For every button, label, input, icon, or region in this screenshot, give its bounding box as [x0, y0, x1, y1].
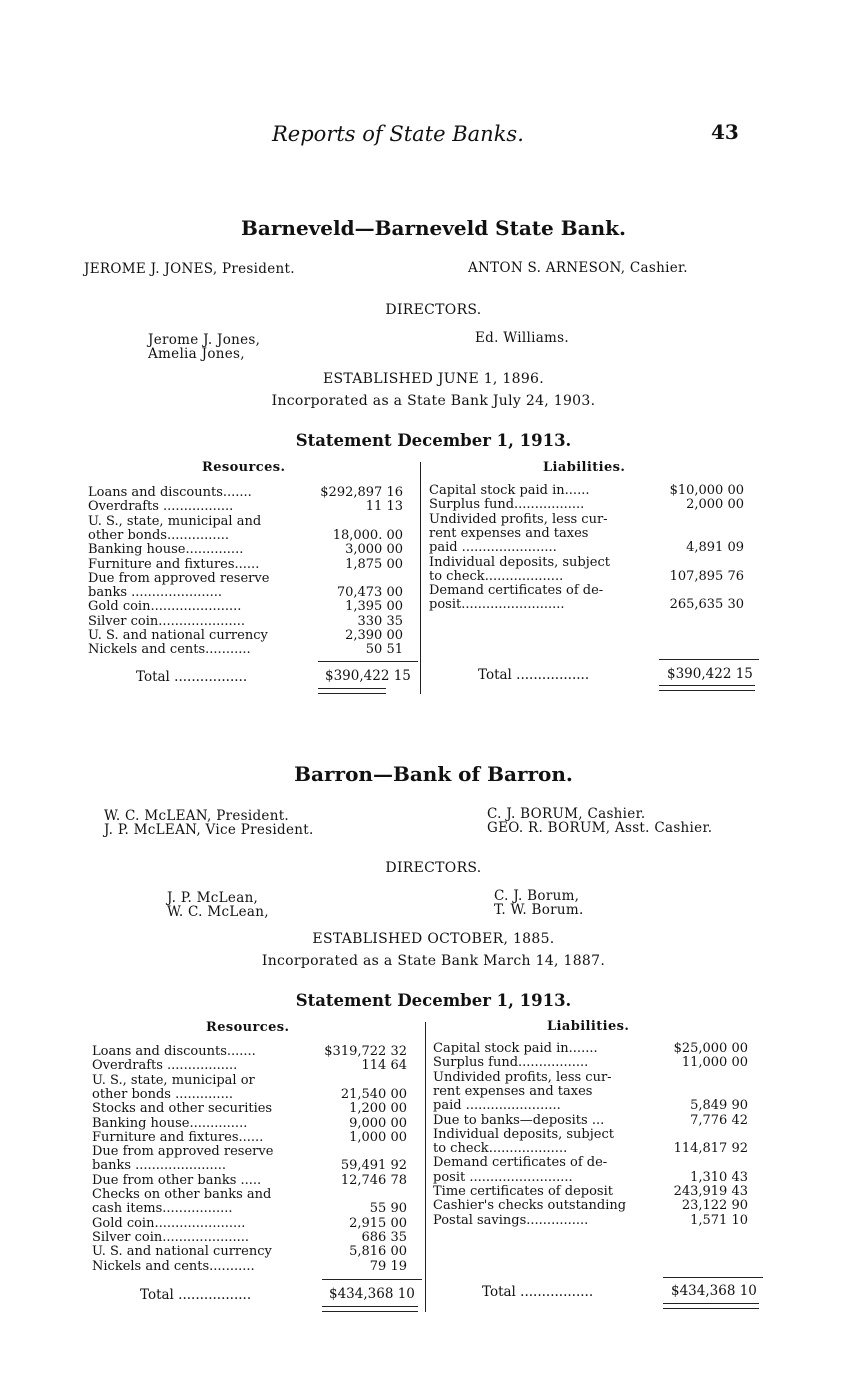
- total-liabilities: $434,368 10: [671, 1283, 757, 1299]
- ledger-item-amount: 55 90: [369, 1201, 407, 1217]
- ledger-item-label: to check...................: [429, 568, 564, 584]
- ledger-row: [433, 1128, 763, 1142]
- ledger-item-label: Silver coin.....................: [92, 1229, 250, 1245]
- ledger-item-label: cash items.................: [92, 1201, 233, 1217]
- ledger-row: [429, 598, 759, 612]
- ledger-row: [88, 529, 418, 543]
- ledger-item-label: to check...................: [433, 1141, 568, 1157]
- ledger-row: [429, 556, 759, 570]
- ledger-item-amount: 114,817 92: [673, 1141, 748, 1157]
- ledger-row: [92, 1145, 422, 1159]
- total-rule: [659, 659, 759, 660]
- ledger-row: [88, 515, 418, 529]
- ledger-row: [92, 1217, 422, 1231]
- ledger-item-label: paid .......................: [429, 540, 557, 556]
- ledger-item-label: Capital stock paid in......: [429, 483, 590, 498]
- ledger-row: [433, 1071, 763, 1085]
- directors-heading: DIRECTORS.: [385, 860, 482, 876]
- running-header: Reports of State Banks.: [272, 122, 524, 146]
- statement-title: Statement December 1, 1913.: [295, 431, 572, 450]
- ledger-row: [88, 543, 418, 557]
- ledger-item-amount: 4,891 09: [686, 540, 744, 556]
- ledger-item-amount: 1,310 43: [690, 1169, 748, 1185]
- ledger-row: [88, 558, 418, 572]
- ledger-item-label: Demand certificates of de-: [429, 583, 604, 599]
- ledger-item-label: paid .......................: [433, 1098, 561, 1114]
- officer-vice-president: J. P. McLEAN, Vice President.: [104, 822, 314, 838]
- ledger-item-label: Checks on other banks and: [92, 1187, 272, 1202]
- ledger-item-label: Banking house..............: [88, 542, 244, 558]
- liabilities-heading: Liabilities.: [543, 460, 626, 475]
- ledger-row: [429, 584, 759, 598]
- ledger-row: [88, 572, 418, 586]
- directors-heading: DIRECTORS.: [385, 302, 482, 318]
- ledger-row: [433, 1171, 763, 1185]
- ledger-row: [433, 1214, 763, 1228]
- ledger-row: [429, 527, 759, 541]
- ledger-item-label: Postal savings...............: [433, 1212, 589, 1228]
- director-name: W. C. McLean,: [167, 904, 269, 920]
- ledger-item-label: Due from other banks .....: [92, 1172, 262, 1188]
- ledger-item-label: Individual deposits, subject: [429, 554, 610, 570]
- officer-cashier: C. J. BORUM, Cashier.: [487, 806, 646, 822]
- ledger-row: [433, 1142, 763, 1156]
- page-number: 43: [711, 120, 739, 144]
- ledger-item-amount: $292,897 16: [320, 485, 403, 500]
- ledger-item-label: Gold coin......................: [88, 599, 242, 615]
- total-label: Total .................: [482, 1284, 594, 1300]
- officer-president: W. C. McLEAN, President.: [104, 808, 290, 824]
- ledger-item-amount: 107,895 76: [669, 568, 744, 584]
- ledger-row: [92, 1074, 422, 1088]
- ledger-item-label: Demand certificates of de-: [433, 1155, 608, 1171]
- ledger-item-label: posit.........................: [429, 597, 565, 613]
- ledger-row: [88, 643, 418, 657]
- total-label: Total .................: [136, 669, 248, 685]
- ledger-item-amount: 23,122 90: [681, 1198, 748, 1214]
- ledger-item-amount: 686 35: [361, 1229, 407, 1245]
- ledger-item-label: Surplus fund.................: [429, 497, 585, 513]
- ledger-item-label: Undivided profits, less cur-: [429, 511, 608, 527]
- ledger-row: [88, 486, 418, 500]
- ledger-item-label: Time certificates of deposit: [433, 1184, 613, 1199]
- ledger-item-label: Overdrafts .................: [92, 1058, 238, 1074]
- ledger-row: [92, 1159, 422, 1173]
- ledger-item-label: Individual deposits, subject: [433, 1126, 614, 1142]
- ledger-item-amount: 59,491 92: [340, 1158, 407, 1174]
- ledger-item-label: rent expenses and taxes: [429, 525, 589, 541]
- officer-cashier: ANTON S. ARNESON, Cashier.: [468, 260, 688, 276]
- ledger-item-amount: 243,919 43: [673, 1184, 748, 1199]
- ledger-item-label: Silver coin.....................: [88, 613, 246, 629]
- ledger-item-label: Furniture and fixtures......: [88, 556, 260, 572]
- ledger-item-label: Surplus fund.................: [433, 1055, 589, 1071]
- statement-title: Statement December 1, 1913.: [295, 991, 572, 1010]
- ledger-item-label: U. S. and national currency: [92, 1244, 272, 1260]
- total-rule: [663, 1277, 763, 1278]
- ledger-item-amount: 1,395 00: [345, 599, 403, 615]
- ledger-item-amount: 12,746 78: [340, 1172, 407, 1188]
- ledger-item-amount: 70,473 00: [336, 585, 403, 601]
- double-rule: [659, 685, 755, 691]
- total-liabilities: $390,422 15: [667, 666, 753, 682]
- ledger-row: [92, 1059, 422, 1073]
- total-resources: $390,422 15: [325, 668, 411, 684]
- established-date: ESTABLISHED OCTOBER, 1885.: [312, 931, 555, 947]
- ledger-item-amount: 3,000 00: [345, 542, 403, 558]
- ledger-item-amount: 21,540 00: [340, 1086, 407, 1102]
- ledger-item-label: other bonds ..............: [92, 1086, 233, 1102]
- ledger-item-label: Furniture and fixtures......: [92, 1129, 264, 1145]
- ledger-item-label: Banking house..............: [92, 1115, 248, 1131]
- column-divider: [425, 1022, 426, 1312]
- ledger-item-amount: 7,776 42: [690, 1112, 748, 1128]
- ledger-row: [433, 1185, 763, 1199]
- total-rule: [318, 661, 418, 662]
- ledger-item-label: posit .........................: [433, 1169, 573, 1185]
- ledger-item-amount: 330 35: [357, 613, 403, 629]
- ledger-row: [88, 586, 418, 600]
- total-resources: $434,368 10: [329, 1286, 415, 1302]
- officer-asst-cashier: GEO. R. BORUM, Asst. Cashier.: [487, 820, 713, 836]
- incorporated-date: Incorporated as a State Bank July 24, 1903.: [271, 393, 596, 409]
- column-divider: [420, 462, 421, 694]
- ledger-row: [429, 513, 759, 527]
- double-rule: [322, 1306, 418, 1312]
- ledger-item-amount: $319,722 32: [324, 1044, 407, 1059]
- ledger-item-label: Nickels and cents...........: [92, 1258, 255, 1274]
- liabilities-heading: Liabilities.: [547, 1019, 630, 1034]
- ledger-item-label: Due from approved reserve: [92, 1144, 274, 1160]
- ledger-row: [429, 498, 759, 512]
- ledger-row: [92, 1231, 422, 1245]
- ledger-row: [433, 1099, 763, 1113]
- ledger-item-label: Undivided profits, less cur-: [433, 1069, 612, 1085]
- ledger-item-amount: $25,000 00: [673, 1041, 748, 1056]
- director-name: Jerome J. Jones,: [148, 332, 261, 348]
- ledger-row: [88, 629, 418, 643]
- total-label: Total .................: [478, 667, 590, 683]
- double-rule: [318, 688, 386, 694]
- ledger-row: [92, 1260, 422, 1274]
- ledger-row: [92, 1131, 422, 1145]
- ledger-item-label: other bonds...............: [88, 527, 229, 543]
- ledger-row: [433, 1056, 763, 1070]
- ledger-item-amount: 1,000 00: [349, 1129, 407, 1145]
- ledger-item-label: U. S. and national currency: [88, 628, 268, 643]
- ledger-row: [429, 484, 759, 498]
- ledger-item-amount: 11 13: [365, 499, 403, 515]
- ledger-item-label: Gold coin......................: [92, 1215, 246, 1231]
- ledger-row: [92, 1088, 422, 1102]
- total-label: Total .................: [140, 1287, 252, 1303]
- ledger-item-label: U. S., state, municipal and: [88, 513, 262, 529]
- ledger-row: [88, 615, 418, 629]
- double-rule: [663, 1303, 759, 1309]
- ledger-row: [433, 1042, 763, 1056]
- ledger-item-amount: 5,849 90: [690, 1098, 748, 1114]
- ledger-item-amount: 79 19: [369, 1258, 407, 1274]
- ledger-item-amount: 1,571 10: [690, 1212, 748, 1228]
- ledger-item-label: Due to banks—deposits ...: [433, 1112, 605, 1128]
- officer-president: JEROME J. JONES, President.: [84, 261, 295, 277]
- ledger-item-label: Cashier's checks outstanding: [433, 1198, 627, 1214]
- ledger-item-label: banks ......................: [88, 585, 223, 601]
- ledger-item-label: Loans and discounts.......: [92, 1044, 256, 1059]
- ledger-item-label: Due from approved reserve: [88, 570, 270, 586]
- ledger-item-label: Stocks and other securities: [92, 1101, 273, 1117]
- ledger-item-amount: 5,816 00: [349, 1244, 407, 1260]
- ledger-row: [429, 570, 759, 584]
- ledger-item-label: Capital stock paid in.......: [433, 1041, 598, 1056]
- resources-heading: Resources.: [202, 460, 286, 475]
- ledger-item-amount: 2,915 00: [349, 1215, 407, 1231]
- director-name: J. P. McLean,: [167, 890, 259, 906]
- established-date: ESTABLISHED JUNE 1, 1896.: [322, 371, 545, 387]
- ledger-row: [429, 541, 759, 555]
- ledger-item-amount: 11,000 00: [681, 1055, 748, 1071]
- ledger-item-amount: 18,000. 00: [332, 527, 403, 543]
- incorporated-date: Incorporated as a State Bank March 14, 1887.: [261, 953, 606, 969]
- director-name: T. W. Borum.: [494, 902, 584, 918]
- ledger-item-amount: 2,390 00: [345, 628, 403, 643]
- ledger-item-label: Overdrafts .................: [88, 499, 234, 515]
- ledger-row: [92, 1188, 422, 1202]
- ledger-item-amount: 50 51: [365, 642, 403, 658]
- director-name: C. J. Borum,: [494, 888, 580, 904]
- ledger-row: [88, 500, 418, 514]
- ledger-item-amount: 1,200 00: [349, 1101, 407, 1117]
- ledger-row: [433, 1085, 763, 1099]
- total-rule: [322, 1279, 422, 1280]
- ledger-item-amount: 2,000 00: [686, 497, 744, 513]
- ledger-row: [92, 1202, 422, 1216]
- ledger-row: [92, 1117, 422, 1131]
- ledger-item-amount: 1,875 00: [345, 556, 403, 572]
- bank-title: Barneveld—Barneveld State Bank.: [241, 216, 626, 240]
- ledger-item-label: Nickels and cents...........: [88, 642, 251, 658]
- ledger-item-amount: $10,000 00: [669, 483, 744, 498]
- ledger-item-label: U. S., state, municipal or: [92, 1072, 255, 1088]
- ledger-item-amount: 265,635 30: [669, 597, 744, 613]
- bank-title: Barron—Bank of Barron.: [294, 762, 573, 786]
- ledger-item-label: rent expenses and taxes: [433, 1083, 593, 1099]
- ledger-row: [433, 1156, 763, 1170]
- director-name: Ed. Williams.: [475, 330, 569, 346]
- ledger-row: [92, 1245, 422, 1259]
- ledger-row: [433, 1199, 763, 1213]
- ledger-row: [433, 1114, 763, 1128]
- ledger-row: [88, 600, 418, 614]
- ledger-row: [92, 1045, 422, 1059]
- ledger-row: [92, 1174, 422, 1188]
- resources-heading: Resources.: [206, 1020, 290, 1035]
- ledger-item-label: banks ......................: [92, 1158, 227, 1174]
- ledger-row: [92, 1102, 422, 1116]
- ledger-item-amount: 9,000 00: [349, 1115, 407, 1131]
- ledger-item-amount: 114 64: [361, 1058, 407, 1074]
- director-name: Amelia Jones,: [148, 346, 245, 362]
- ledger-item-label: Loans and discounts.......: [88, 485, 252, 500]
